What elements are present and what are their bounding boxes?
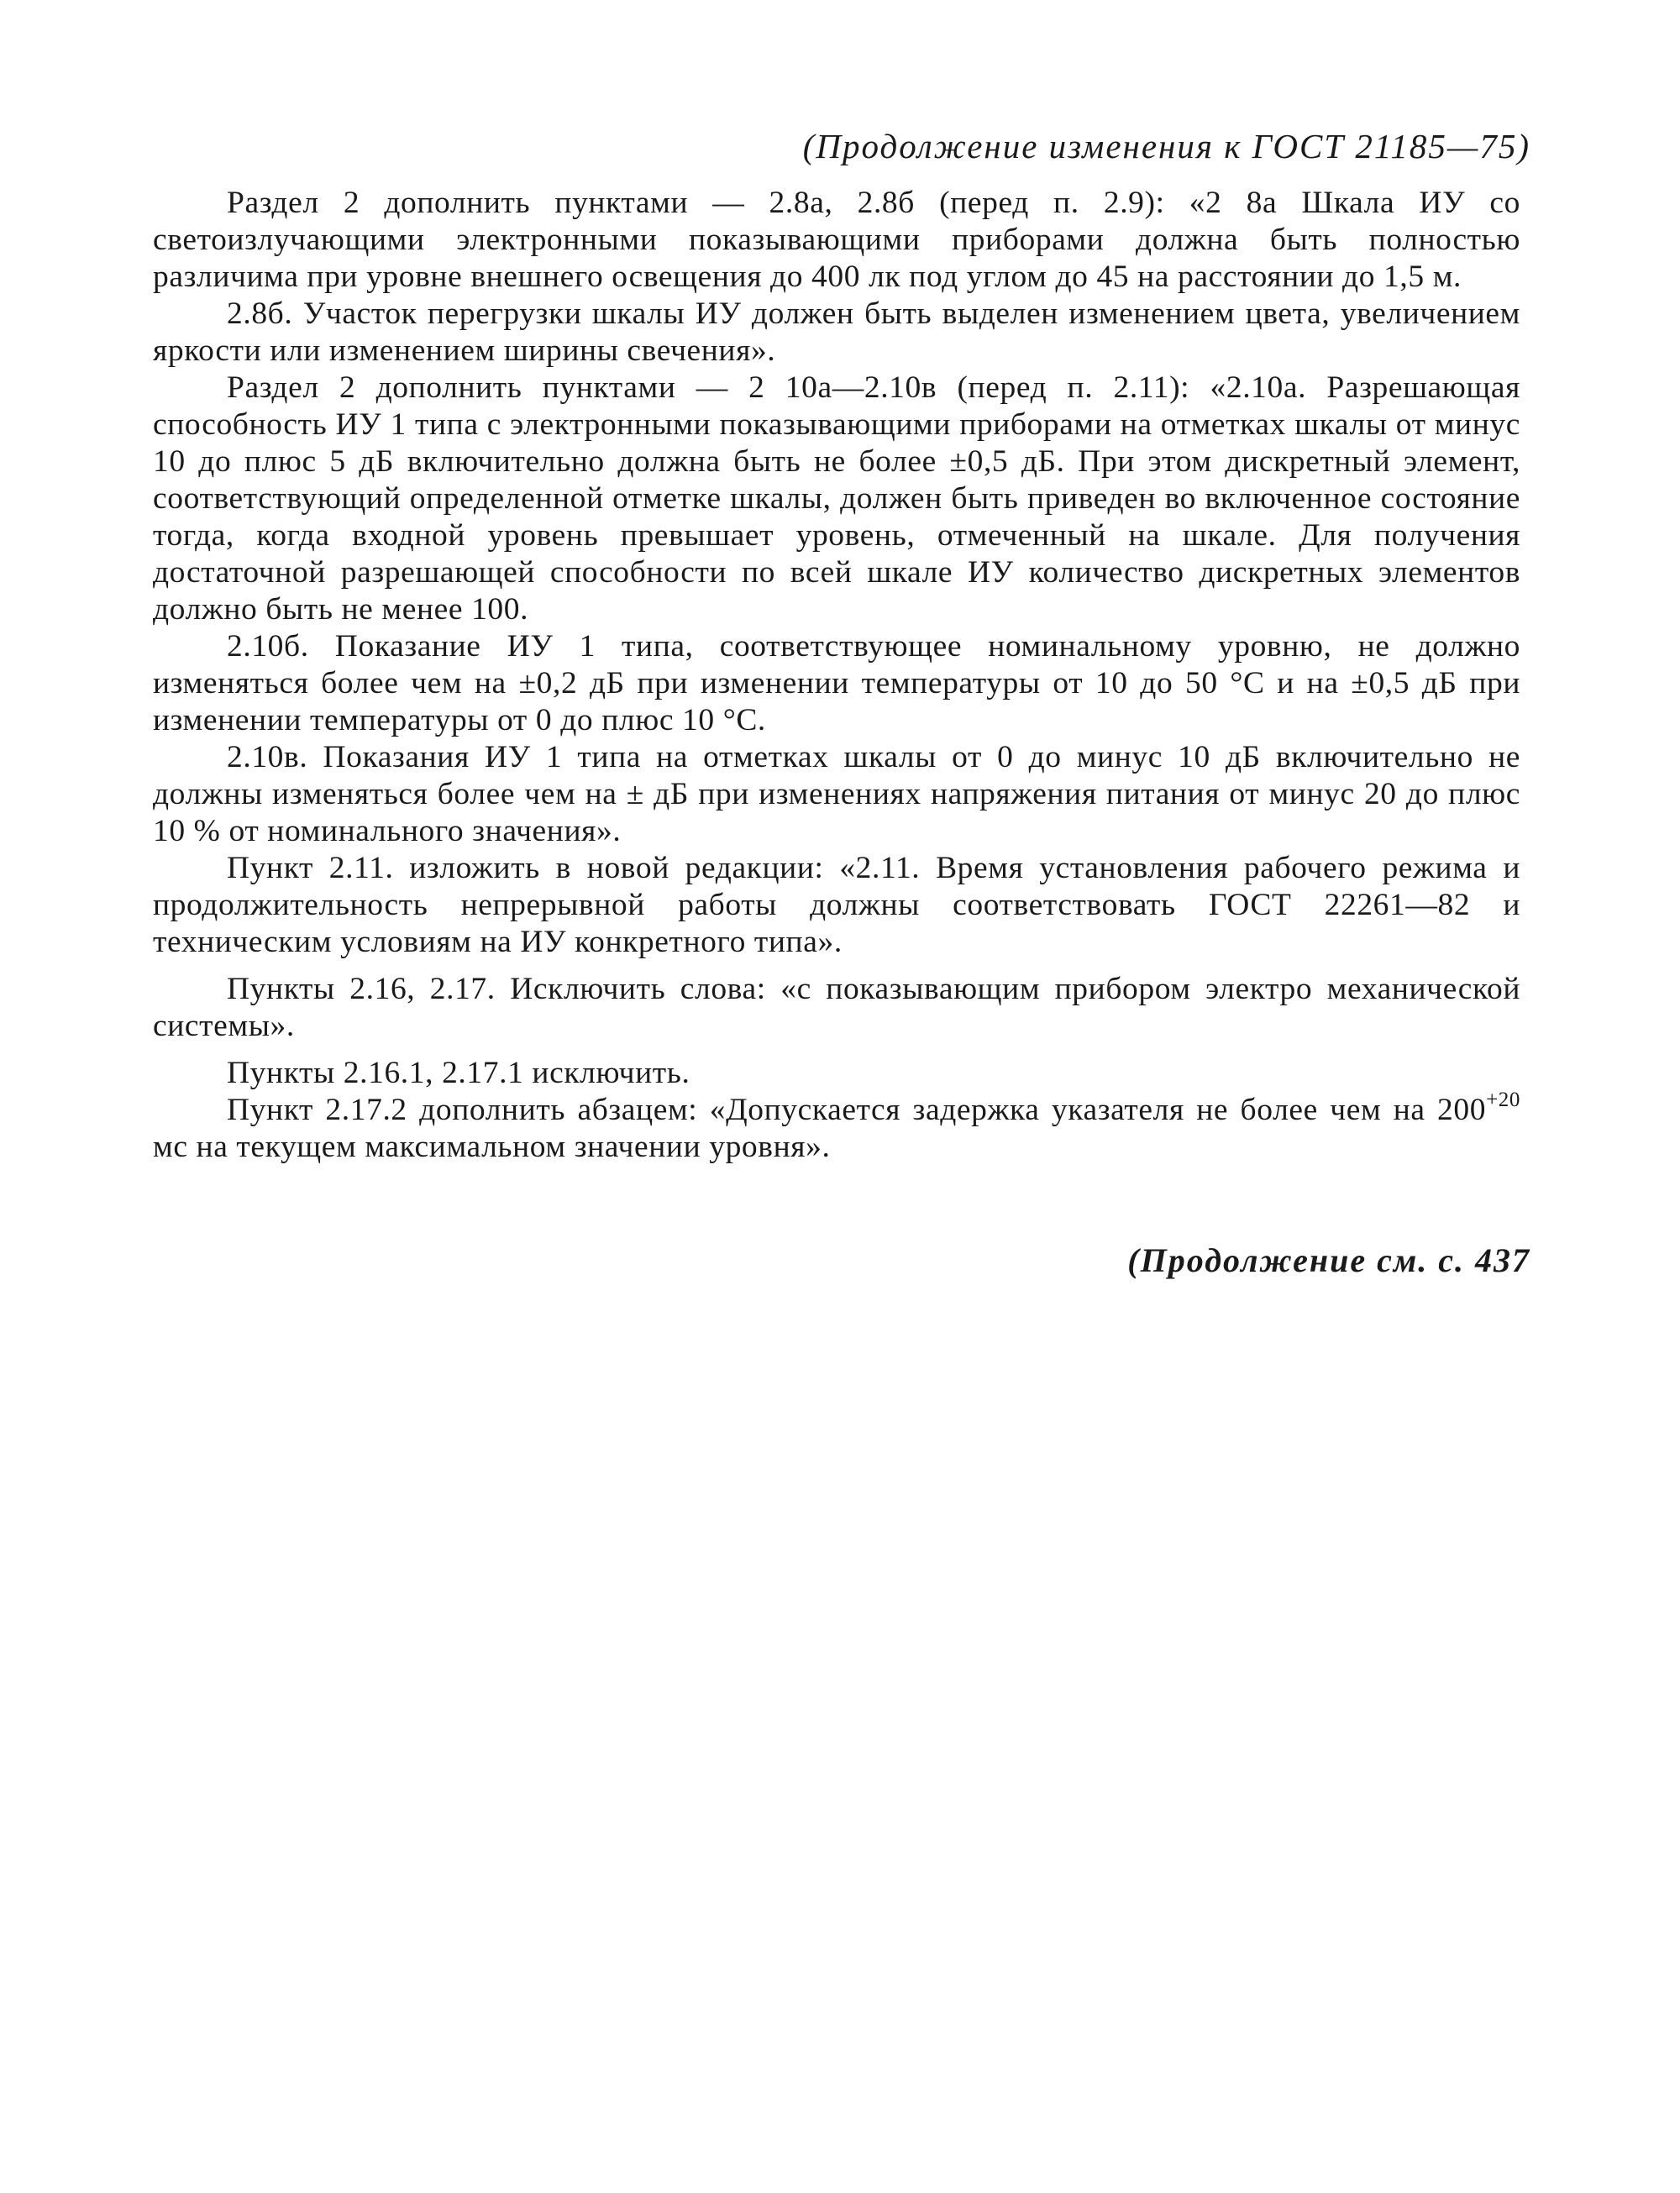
paragraph-item-2-17-2-end: мс на текущем максимальном значении уровня». (153, 1130, 831, 1164)
paragraph-2-10b: 2.10б. Показание ИУ 1 типа, соответствующее номинальному уровню, не должно изменяться более чем на ±0,2 дБ при изменении температуры от 10 до 50 °С и на ±0,5 дБ при изменении температуры от 0 до плюс 10 °С. (153, 629, 1520, 737)
paragraph-section2-items-2-10: Раздел 2 дополнить пунктами — 2 10а—2.10в (перед п. 2.11): «2.10а. Разрешающая способность ИУ 1 типа с электронными показывающими приборами на отметках шкалы от минус 10 до плюс 5 дБ включительно должна быть не более ±0,5 дБ. При этом дискретный элемент, соответствующий определенной отметке шкалы, должен быть приведен во включенное состояние тогда, когда входной уровень превышает уровень, отмеченный на шкале. Для получения достаточной разрешающей способности по всей шкале ИУ количество дискретных элементов должно быть не менее 100. (153, 370, 1520, 627)
continuation-footer: (Продолжение см. с. 437 (1127, 1241, 1530, 1279)
paragraph-items-exclude: Пункты 2.16.1, 2.17.1 исключить. (227, 1056, 690, 1090)
continuation-header: (Продолжение изменения к ГОСТ 21185—75) (802, 127, 1530, 165)
paragraph-2-10v: 2.10в. Показания ИУ 1 типа на отметках шкалы от 0 до минус 10 дБ включительно не должны изменяться более чем на ± дБ при изменениях напряжения питания от минус 20 до плюс 10 % от номинального значения». (153, 740, 1520, 848)
delay-tolerance-superscript: +20 (1486, 1088, 1520, 1111)
amendment-text (153, 185, 1520, 1166)
paragraph-item-2-17-2 (153, 1088, 1520, 1166)
paragraph-items-2-16-2-17: Пункты 2.16, 2.17. Исключить слова: «с показывающим прибором электро механической системы». (153, 972, 1520, 1043)
paragraph-item-2-17-2-start: Пункт 2.17.2 дополнить абзацем: «Допускается задержка указателя не более чем на 200 (227, 1093, 1487, 1127)
paragraph-2-8b: 2.8б. Участок перегрузки шкалы ИУ должен быть выделен изменением цвета, увеличением яркости или изменением ширины свечения». (153, 296, 1520, 368)
paragraph-section2-items-2-8: Раздел 2 дополнить пунктами — 2.8а, 2.8б (перед п. 2.9): «2 8а Шкала ИУ со светоизлучающими электронными показывающими приборами должна быть полностью различима при уровне внешнего освещения до 400 лк под углом до 45 на расстоянии до 1,5 м. (153, 186, 1520, 294)
paragraph-item-2-11: Пункт 2.11. изложить в новой редакции: «2.11. Время установления рабочего режима и продолжительность непрерывной работы должны соответствовать ГОСТ 22261—82 и техническим условиям на ИУ конкретного типа». (153, 851, 1520, 959)
